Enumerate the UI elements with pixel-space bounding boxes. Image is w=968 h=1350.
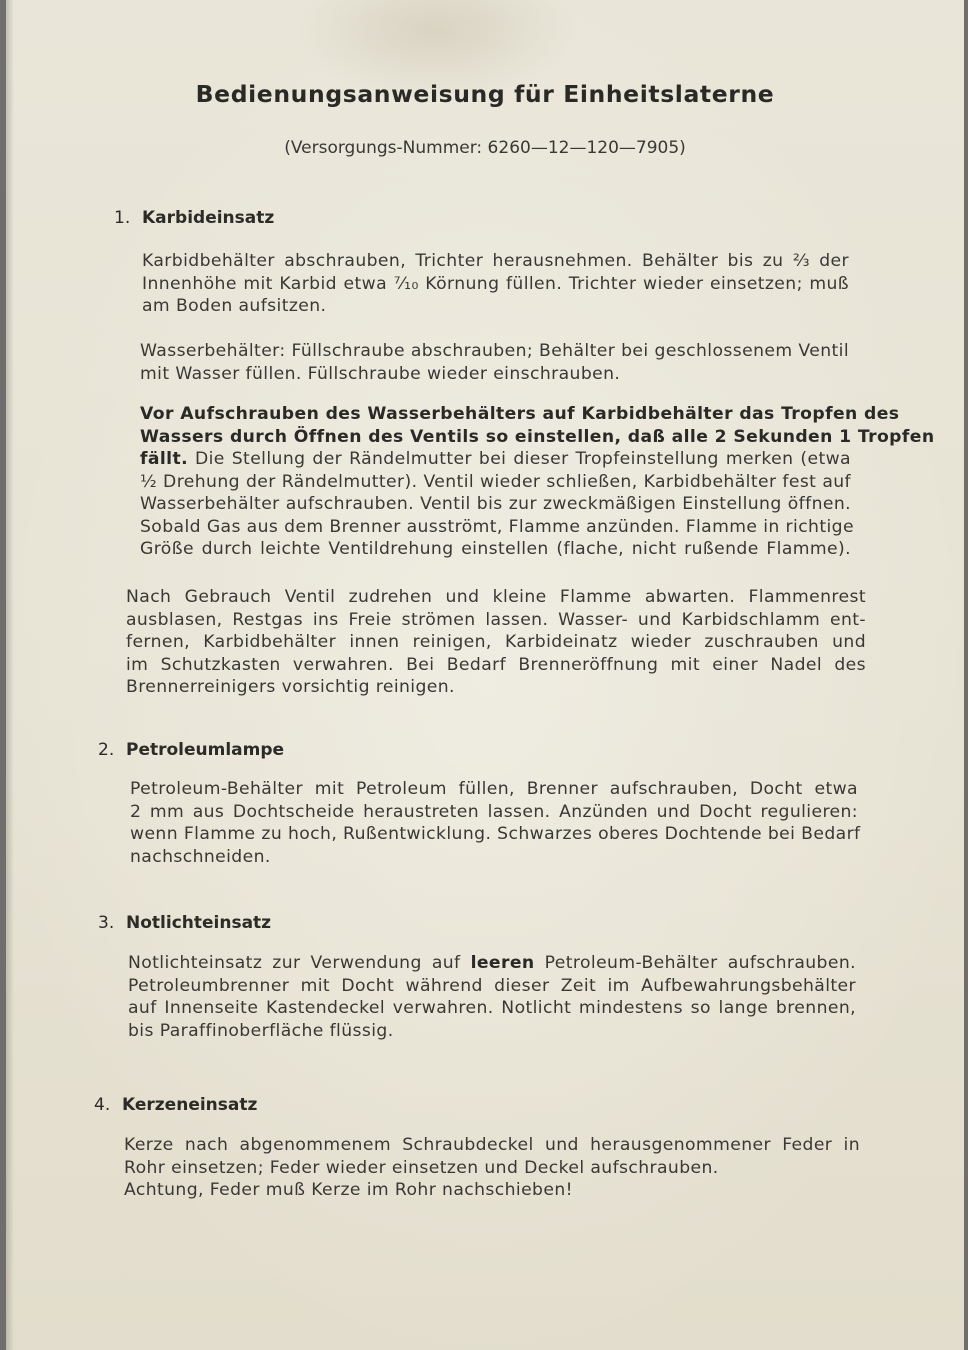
text-line: Kerze nach abgenommenem Schraubdeckel und herausgenommener Feder in	[124, 1135, 860, 1155]
text-fragment: Die Stellung der Rändelmutter bei dieser Tropfeinstellung merken (etwa	[188, 449, 851, 469]
paragraph-notlicht	[128, 952, 856, 1042]
text-line: Petroleumbrenner mit Docht während dieser Zeit im Aufbewahrungsbehälter	[128, 975, 856, 996]
instruction-sheet	[6, 0, 964, 1350]
text-line: im Schutzkasten verwahren. Bei Bedarf Brenneröffnung mit einer Nadel des	[126, 654, 866, 675]
paragraph-kerze	[124, 1134, 860, 1202]
text-line: Wasserbehälter aufschrauben. Ventil bis zur zweckmäßigen Einstellung öffnen.	[140, 494, 851, 514]
document-title: Bedienungsanweisung für Einheitslaterne	[195, 80, 775, 108]
text-line-bold: Wassers durch Öffnen des Ventils so einstellen, daß alle 2 Sekunden 1 Tropfen	[140, 426, 935, 447]
paragraph-karbid-fill	[142, 250, 849, 318]
text-line: ½ Drehung der Rändelmutter). Ventil wieder schließen, Karbidbehälter fest auf	[140, 471, 851, 492]
paragraph-wasser-fill	[140, 340, 849, 385]
paper-edge-shadow	[6, 0, 14, 1350]
text-line: 2 mm aus Dochtscheide heraustreten lassen. Anzünden und Docht regulieren:	[130, 801, 858, 822]
text-fragment: Petroleum-Behälter aufschrauben.	[534, 953, 856, 973]
text-line-bold: Vor Aufschrauben des Wasserbehälters auf Karbidbehälter das Tropfen des	[140, 404, 900, 424]
text-line: bis Paraffinoberfläche flüssig.	[128, 1020, 394, 1041]
text-line: wenn Flamme zu hoch, Rußentwicklung. Schwarzes oberes Dochtende bei Bedarf	[130, 824, 861, 844]
section-number: 1.	[114, 208, 131, 228]
section-title: Notlichteinsatz	[126, 913, 272, 933]
section-heading-kerzeneinsatz	[94, 1095, 257, 1115]
text-line: Größe durch leichte Ventildrehung einstellen (flache, nicht rußende Flamme).	[140, 539, 851, 559]
text-fragment-bold: leeren	[470, 953, 535, 973]
section-number: 2.	[98, 740, 115, 760]
text-line: mit Wasser füllen. Füllschraube wieder einschrauben.	[140, 363, 621, 384]
text-line: Brennerreinigers vorsichtig reinigen.	[126, 677, 455, 697]
text-fragment-bold: fällt.	[140, 449, 189, 469]
text-line: am Boden aufsitzen.	[142, 296, 327, 316]
section-title: Kerzeneinsatz	[122, 1095, 258, 1115]
text-line: Nach Gebrauch Ventil zudrehen und kleine Flamme abwarten. Flammenrest	[126, 587, 866, 607]
text-line: Karbidbehälter abschrauben, Trichter herausnehmen. Behälter bis zu ⅔ der	[142, 251, 849, 271]
section-heading-petroleumlampe	[98, 740, 284, 760]
section-number: 3.	[98, 913, 115, 933]
text-line: Rohr einsetzen; Feder wieder einsetzen und Deckel aufschrauben.	[124, 1157, 719, 1178]
section-title: Petroleumlampe	[126, 740, 285, 760]
text-line: Wasserbehälter: Füllschraube abschrauben; Behälter bei geschlossenem Ventil	[140, 341, 849, 361]
section-heading-notlichteinsatz	[98, 913, 271, 933]
text-line: nachschneiden.	[130, 846, 271, 867]
paragraph-tropfen-setting	[140, 403, 935, 561]
section-heading-karbideinsatz	[114, 208, 274, 228]
paragraph-nach-gebrauch	[126, 586, 866, 699]
paragraph-petroleum	[130, 778, 861, 868]
text-line: fernen, Karbidbehälter innen reinigen, Karbideinatz wieder zuschrauben und	[126, 632, 866, 652]
text-line: Petroleum-Behälter mit Petroleum füllen, Brenner aufschrauben, Docht etwa	[130, 779, 858, 799]
document-subtitle: (Versorgungs-Nummer: 6260—12—120—7905)	[284, 138, 686, 158]
text-line: Achtung, Feder muß Kerze im Rohr nachschieben!	[124, 1180, 573, 1200]
section-number: 4.	[94, 1095, 111, 1115]
text-fragment: Notlichteinsatz zur Verwendung auf	[128, 953, 471, 973]
text-line: ausblasen, Restgas ins Freie strömen lassen. Wasser- und Karbidschlamm ent-	[126, 609, 866, 630]
text-line: auf Innenseite Kastendeckel verwahren. Notlicht mindestens so lange brennen,	[128, 998, 856, 1018]
text-line: Sobald Gas aus dem Brenner ausströmt, Flamme anzünden. Flamme in richtige	[140, 516, 854, 537]
text-line: Innenhöhe mit Karbid etwa ⁷⁄₁₀ Körnung füllen. Trichter wieder einsetzen; muß	[142, 273, 849, 294]
section-title: Karbideinsatz	[142, 208, 275, 228]
